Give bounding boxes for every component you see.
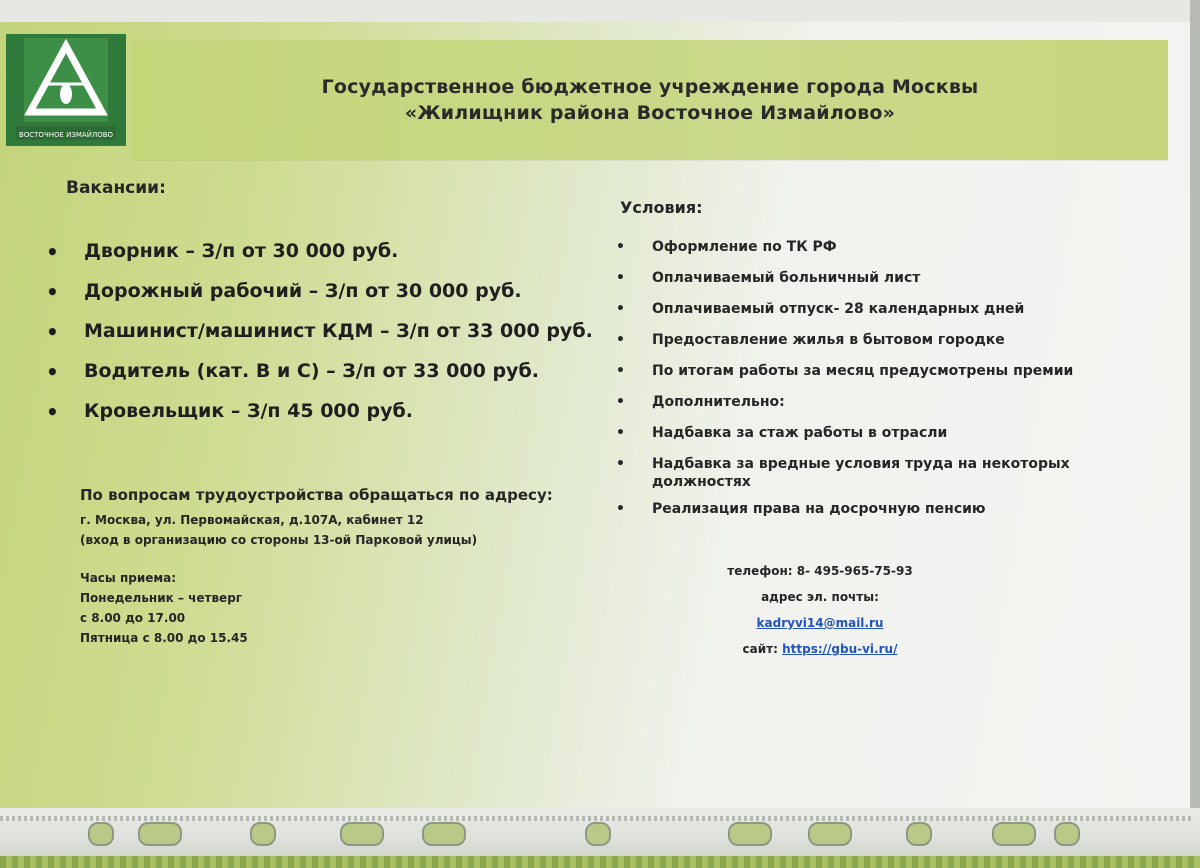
punch-hole [422,822,466,846]
condition-item: • Оформление по ТК РФ [616,239,837,255]
header-title-line2: «Жилищник района Восточное Измайлово» [404,102,896,124]
punch-hole [808,822,852,846]
contact-entrance: (вход в организацию со стороны 13-ой Парковой улицы) [80,533,478,547]
punch-hole [340,822,384,846]
background-wall [0,0,1200,22]
condition-item: • Надбавка за стаж работы в отрасли [616,425,948,441]
sheet-protector-holes [0,808,1200,868]
contact-info [690,558,950,662]
punch-hole [88,822,114,846]
condition-item: • Оплачиваемый отпуск- 28 календарных дней [616,301,1025,317]
header-title-line1: Государственное бюджетное учреждение города Москвы [321,76,979,98]
contact-heading: По вопросам трудоустройства обращаться по адресу: [80,486,553,504]
condition-item: • Предоставление жилья в бытовом городке [616,332,1005,348]
hours-line: Понедельник – четверг [80,591,243,605]
condition-item: • Реализация права на досрочную пенсию [616,501,986,517]
conditions-title: Условия: [620,198,703,217]
header-band [132,40,1168,160]
condition-item: • По итогам работы за месяц предусмотрены премии [616,363,1074,379]
vacancy-item: • Дворник – З/п от 30 000 руб. [46,240,399,264]
punch-hole [906,822,932,846]
hours-title: Часы приема: [80,571,177,585]
contact-address: г. Москва, ул. Первомайская, д.107А, кабинет 12 [80,513,424,527]
emblem-caption: ВОСТОЧНОЕ ИЗМАЙЛОВО [18,131,114,139]
punch-hole [992,822,1036,846]
vacancy-item: • Машинист/машинист КДМ – З/п от 33 000 руб. [46,320,593,344]
condition-item: • Дополнительно: [616,394,785,410]
reception-hours [80,568,248,648]
site-link[interactable]: https://gbu-vi.ru/ [782,642,898,656]
vacancy-item: • Кровельщик – З/п 45 000 руб. [46,400,413,424]
punch-hole [728,822,772,846]
contact-block [80,486,553,550]
site-label: сайт: [742,642,778,656]
vacancies-title: Вакансии: [66,178,166,198]
condition-item: • Оплачиваемый больничный лист [616,270,921,286]
district-emblem [6,34,126,146]
vacancy-item: • Дорожный рабочий – З/п от 30 000 руб. [46,280,522,304]
punch-hole [1054,822,1080,846]
sheet-edge [1190,0,1200,868]
hours-line: с 8.00 до 17.00 [80,611,186,625]
hours-line: Пятница с 8.00 до 15.45 [80,631,248,645]
emblem-icon [6,34,126,146]
phone-text: телефон: 8- 495-965-75-93 [727,564,913,578]
email-label: адрес эл. почты: [761,590,879,604]
email-link[interactable]: kadryvi14@mail.ru [756,616,884,630]
vacancy-item: • Водитель (кат. В и С) – З/п от 33 000 руб. [46,360,539,384]
punch-hole [585,822,611,846]
conditions-list [616,238,1086,531]
punch-hole [250,822,276,846]
bottom-stripe [0,856,1200,868]
condition-item: • Надбавка за вредные условия труда на некоторых должностях [616,456,1070,490]
vacancies-list [46,240,626,440]
punch-hole [138,822,182,846]
perforation-edge [0,816,1192,821]
